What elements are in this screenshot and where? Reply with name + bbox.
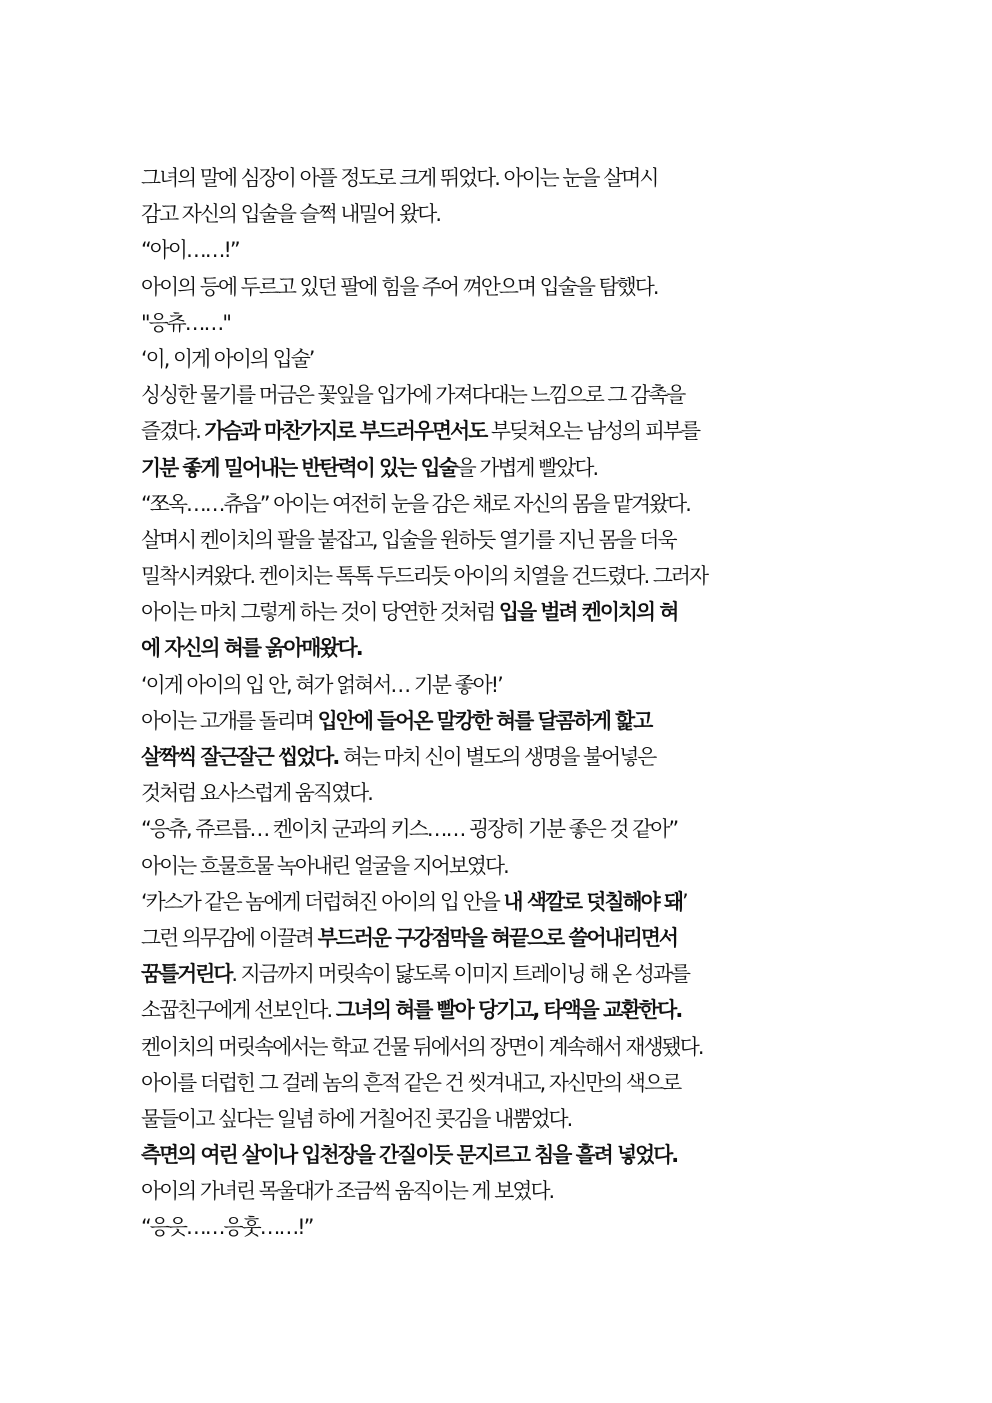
text-segment: “아이……!”: [141, 238, 239, 263]
text-line: [141, 160, 853, 196]
text-segment: “응츄, 쥬르릅… 켄이치 군과의 키스…… 굉장히 기분 좋은 것 같아”: [141, 817, 678, 842]
text-line: [141, 305, 853, 341]
story-text: [141, 160, 861, 1246]
text-line: [141, 1101, 853, 1137]
emphasized-text: 가슴과 마찬가지로 부드러우면서도: [204, 419, 487, 444]
text-segment: 그런 의무감에 이끌려: [141, 925, 318, 950]
text-segment: 감고 자신의 입술을 슬쩍 내밀어 왔다.: [141, 202, 441, 227]
text-line: [141, 920, 853, 956]
text-segment: 즐겼다.: [141, 419, 205, 444]
text-line: [141, 196, 853, 232]
text-segment: 아이는 흐물흐물 녹아내린 얼굴을 지어보였다.: [141, 853, 508, 878]
text-segment: 아이를 더럽힌 그 걸레 놈의 흔적 같은 건 씻겨내고, 자신만의 색으로: [141, 1070, 681, 1095]
emphasized-text: 그녀의 혀를 빨아 당기고, 타액을 교환한다.: [335, 998, 682, 1023]
text-line: [141, 486, 853, 522]
text-line: [141, 377, 853, 413]
text-line: [141, 992, 853, 1028]
text-segment: 아이의 등에 두르고 있던 팔에 힘을 주어 껴안으며 입술을 탐했다.: [141, 274, 658, 299]
text-line: [141, 1137, 853, 1173]
text-segment: 소꿉친구에게 선보인다.: [141, 998, 336, 1023]
emphasized-text: 꿈틀거린다: [141, 962, 232, 987]
text-line: [141, 232, 853, 268]
text-segment: 혀는 마치 신이 별도의 생명을 불어넣은: [338, 745, 656, 769]
text-segment: 싱싱한 물기를 머금은 꽃잎을 입가에 가져다대는 느낌으로 그 감촉을: [141, 383, 685, 408]
text-line: [141, 1173, 853, 1209]
emphasized-text: 측면의 여린 살이나 입천장을 간질이듯 문지르고 침을 흘려 넣었다.: [141, 1143, 678, 1168]
text-segment: 것처럼 요사스럽게 움직였다.: [141, 781, 372, 806]
text-line: [141, 1065, 853, 1101]
text-line: [141, 739, 853, 775]
text-segment: ’: [682, 889, 687, 914]
emphasized-text: 부드러운 구강점막을 혀끝으로 쓸어내리면서: [317, 925, 678, 950]
text-segment: 을 가볍게 빨았다.: [456, 455, 598, 480]
text-segment: 아이는 마치 그렇게 하는 것이 당연한 것처럼: [141, 600, 499, 625]
text-segment: 밀착시켜왔다. 켄이치는 톡톡 두드리듯 아이의 치열을 건드렸다. 그러자: [141, 564, 708, 589]
text-segment: 아이는 고개를 돌리며: [141, 708, 318, 733]
text-line: [141, 450, 853, 486]
text-segment: "응츄……": [141, 310, 230, 335]
text-segment: ‘카스가 같은 놈에게 더럽혀진 아이의 입 안을: [141, 889, 504, 914]
text-line: [141, 1209, 853, 1245]
emphasized-text: 내 색깔로 덧칠해야 돼: [503, 889, 683, 914]
text-line: [141, 630, 853, 666]
emphasized-text: 입안에 들어온 말캉한 혀를 달콤하게 핥고: [317, 708, 652, 733]
text-line: [141, 884, 853, 920]
text-line: [141, 594, 853, 630]
text-segment: . 지금까지 머릿속이 닳도록 이미지 트레이닝 해 온 성과를: [231, 962, 689, 987]
text-line: [141, 703, 853, 739]
emphasized-text: 입을 벌려 켄이치의 혀: [498, 600, 678, 625]
text-segment: 부딪쳐오는 남성의 피부를: [486, 419, 700, 444]
text-segment: “응읏……응훗……!”: [141, 1215, 313, 1240]
text-line: [141, 522, 853, 558]
text-segment: “쪼옥……츄읍” 아이는 여전히 눈을 감은 채로 자신의 몸을 맡겨왔다.: [141, 491, 690, 516]
emphasized-text: 기분 좋게 밀어내는 반탄력이 있는 입술: [141, 455, 457, 480]
text-segment: 물들이고 싶다는 일념 하에 거칠어진 콧김을 내뿜었다.: [141, 1106, 572, 1131]
text-line: [141, 775, 853, 811]
text-segment: ‘이게 아이의 입 안, 혀가 얽혀서… 기분 좋아!’: [141, 672, 502, 697]
text-segment: 아이의 가녀린 목울대가 조금씩 움직이는 게 보였다.: [141, 1179, 554, 1204]
text-segment: 켄이치의 머릿속에서는 학교 건물 뒤에서의 장면이 계속해서 재생됐다.: [141, 1034, 703, 1059]
emphasized-text: 에 자신의 혀를 옭아매왔다.: [141, 636, 362, 661]
emphasized-text: 살짝씩 잘근잘근 씹었다.: [141, 745, 339, 769]
text-line: [141, 667, 853, 703]
text-segment: ‘이, 이게 아이의 입술’: [141, 346, 314, 371]
text-line: [141, 341, 853, 377]
text-line: [141, 848, 853, 884]
text-segment: 살며시 켄이치의 팔을 붙잡고, 입술을 원하듯 열기를 지닌 몸을 더욱: [141, 527, 676, 552]
text-line: [141, 1029, 853, 1065]
text-line: [141, 413, 853, 449]
text-segment: 그녀의 말에 심장이 아플 정도로 크게 뛰었다. 아이는 눈을 살며시: [141, 166, 658, 190]
text-line: [141, 269, 853, 305]
text-line: [141, 811, 853, 847]
text-line: [141, 558, 853, 594]
text-line: [141, 956, 853, 992]
